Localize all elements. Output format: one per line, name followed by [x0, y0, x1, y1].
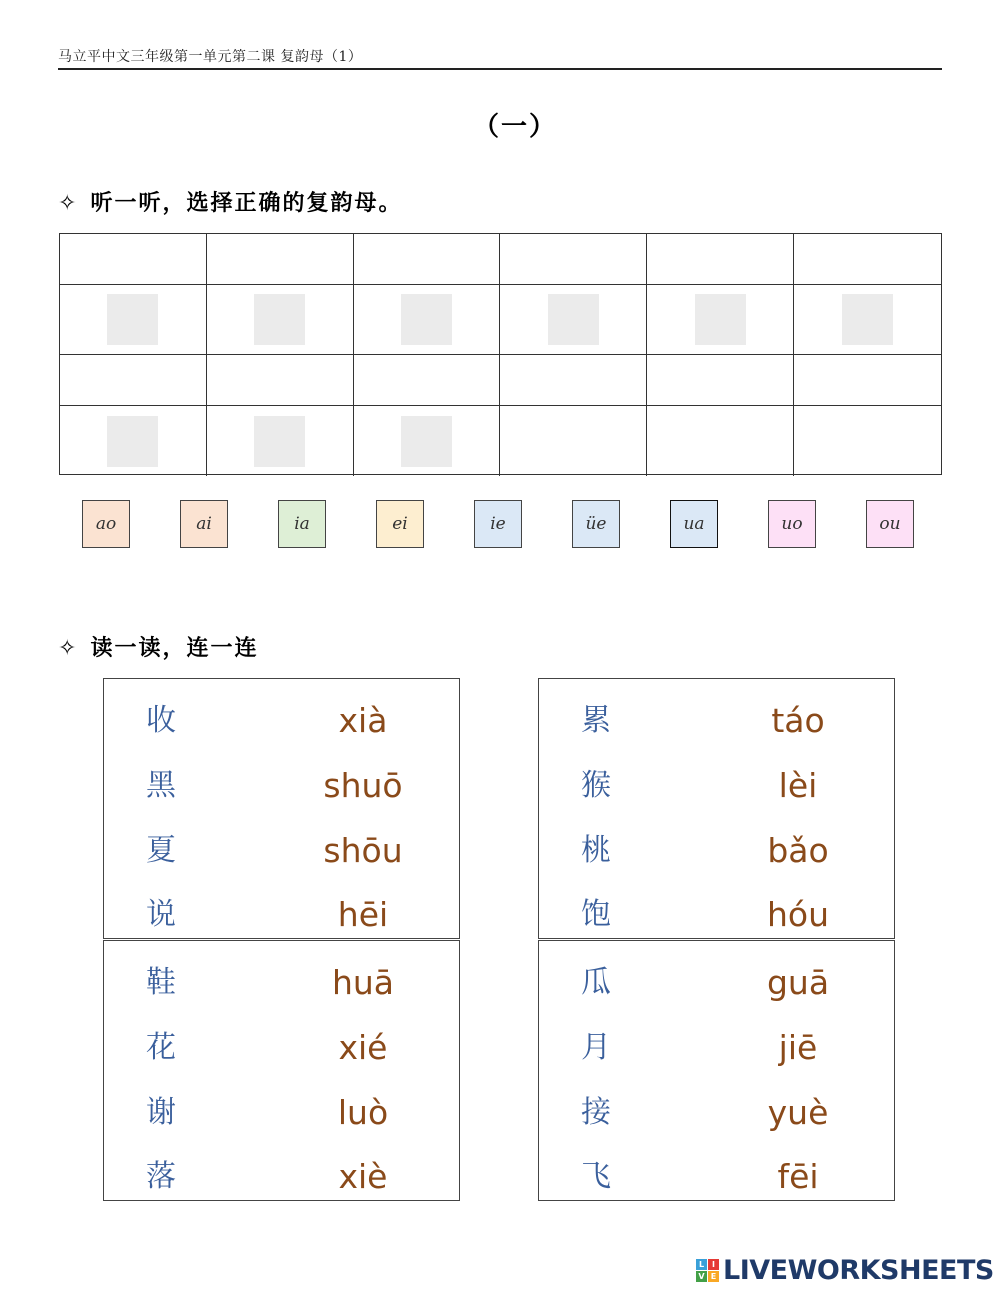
liveworksheets-logo — [696, 1255, 994, 1285]
logo-mark-letter: V — [696, 1271, 707, 1282]
hanzi-item[interactable]: 累 — [581, 703, 611, 738]
audio-cell[interactable] — [500, 234, 647, 285]
hanzi-item[interactable]: 谢 — [146, 1095, 176, 1130]
match-box — [538, 678, 895, 939]
empty-cell — [500, 355, 647, 406]
answer-cell — [794, 285, 941, 355]
pinyin-item[interactable]: luò — [337, 1093, 389, 1132]
audio-cell[interactable] — [354, 355, 501, 406]
hanzi-item[interactable]: 接 — [581, 1095, 611, 1130]
logo-mark-letter: L — [696, 1259, 707, 1270]
answer-cell — [60, 406, 207, 476]
instruction-text: 读一读，连一连 — [90, 635, 259, 661]
listening-answer-grid — [59, 233, 942, 475]
empty-cell — [500, 406, 647, 476]
answer-cell — [354, 406, 501, 476]
diamond-icon: ✧ — [58, 636, 79, 661]
final-tile[interactable]: ai — [180, 500, 228, 548]
hanzi-item[interactable]: 猴 — [581, 768, 611, 803]
final-tile[interactable]: ia — [278, 500, 326, 548]
answer-cell — [207, 406, 354, 476]
pinyin-item[interactable]: xià — [338, 701, 388, 740]
drop-zone[interactable] — [401, 294, 452, 345]
pinyin-item[interactable]: xiè — [338, 1157, 388, 1196]
empty-cell — [794, 355, 941, 406]
pinyin-item[interactable]: hēi — [337, 895, 389, 934]
drop-zone[interactable] — [107, 416, 158, 467]
diamond-icon: ✧ — [58, 191, 79, 216]
hanzi-item[interactable]: 飞 — [581, 1159, 611, 1194]
section-title: （一） — [472, 112, 557, 142]
empty-cell — [647, 355, 794, 406]
hanzi-item[interactable]: 花 — [146, 1030, 176, 1065]
logo-text: LIVEWORKSHEETS — [723, 1254, 994, 1286]
final-tile[interactable]: üe — [572, 500, 620, 548]
pinyin-item[interactable]: jiē — [778, 1028, 818, 1067]
hanzi-item[interactable]: 桃 — [581, 833, 611, 868]
final-tile[interactable]: uo — [768, 500, 816, 548]
pinyin-item[interactable]: lèi — [778, 766, 818, 805]
empty-cell — [647, 406, 794, 476]
pinyin-item[interactable]: yuè — [767, 1093, 829, 1132]
hanzi-item[interactable]: 饱 — [581, 897, 611, 932]
drop-zone[interactable] — [842, 294, 893, 345]
answer-cell — [500, 285, 647, 355]
listening-instruction — [58, 186, 402, 217]
logo-mark-letter: I — [708, 1259, 719, 1270]
hanzi-item[interactable]: 夏 — [146, 833, 176, 868]
answer-cell — [647, 285, 794, 355]
final-tile[interactable]: ou — [866, 500, 914, 548]
pinyin-item[interactable]: shōu — [323, 831, 403, 870]
match-box — [103, 940, 460, 1201]
pinyin-item[interactable]: táo — [771, 701, 825, 740]
answer-cell — [354, 285, 501, 355]
instruction-text: 听一听，选择正确的复韵母。 — [90, 190, 403, 216]
audio-cell[interactable] — [60, 355, 207, 406]
final-tile[interactable]: ei — [376, 500, 424, 548]
logo-mark-letter: E — [708, 1271, 719, 1282]
audio-cell[interactable] — [207, 355, 354, 406]
answer-cell — [60, 285, 207, 355]
pinyin-item[interactable]: shuō — [323, 766, 403, 805]
audio-cell[interactable] — [794, 234, 941, 285]
audio-cell[interactable] — [60, 234, 207, 285]
pinyin-item[interactable]: fēi — [777, 1157, 819, 1196]
drop-zone[interactable] — [254, 416, 305, 467]
hanzi-item[interactable]: 鞋 — [146, 965, 176, 1000]
audio-cell[interactable] — [207, 234, 354, 285]
matching-instruction — [58, 631, 258, 662]
hanzi-item[interactable]: 月 — [581, 1030, 611, 1065]
drop-zone[interactable] — [548, 294, 599, 345]
final-tiles-bank — [82, 500, 914, 548]
worksheet-header: 马立平中文三年级第一单元第二课 复韵母（1） — [58, 46, 942, 70]
drop-zone[interactable] — [254, 294, 305, 345]
final-tile[interactable]: ie — [474, 500, 522, 548]
drop-zone[interactable] — [695, 294, 746, 345]
drop-zone[interactable] — [107, 294, 158, 345]
match-box — [103, 678, 460, 939]
answer-cell — [207, 285, 354, 355]
pinyin-item[interactable]: bǎo — [767, 831, 829, 870]
final-tile[interactable]: ao — [82, 500, 130, 548]
match-box — [538, 940, 895, 1201]
hanzi-item[interactable]: 落 — [146, 1159, 176, 1194]
final-tile[interactable]: ua — [670, 500, 718, 548]
pinyin-item[interactable]: huā — [331, 963, 395, 1002]
audio-cell[interactable] — [647, 234, 794, 285]
drop-zone[interactable] — [401, 416, 452, 467]
hanzi-item[interactable]: 瓜 — [581, 965, 611, 1000]
empty-cell — [794, 406, 941, 476]
audio-cell[interactable] — [354, 234, 501, 285]
hanzi-item[interactable]: 说 — [146, 897, 176, 932]
logo-mark-icon — [696, 1259, 719, 1282]
pinyin-item[interactable]: xié — [338, 1028, 388, 1067]
hanzi-item[interactable]: 黑 — [146, 768, 176, 803]
hanzi-item[interactable]: 收 — [146, 703, 176, 738]
pinyin-item[interactable]: guā — [766, 963, 830, 1002]
pinyin-item[interactable]: hóu — [766, 895, 830, 934]
